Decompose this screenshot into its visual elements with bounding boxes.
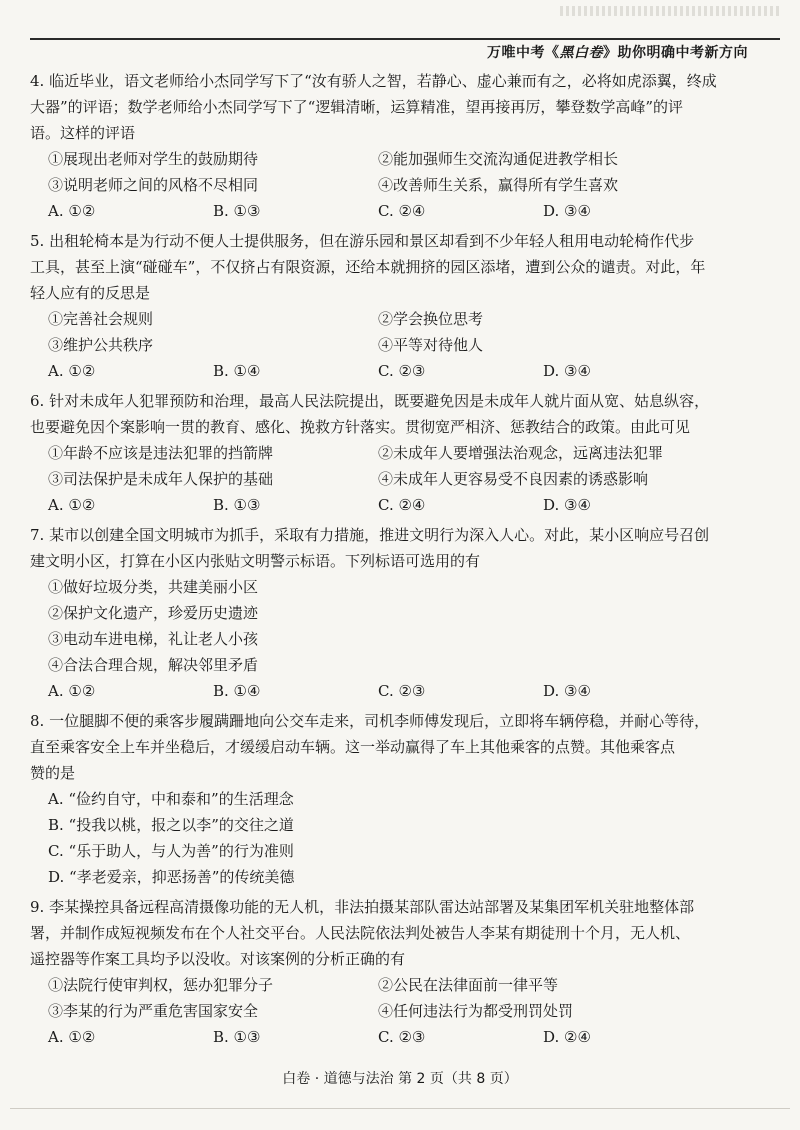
stem-text: 针对未成年人犯罪预防和治理，最高人民法院提出，既要避免因是未成年人就片面从宽、姑息纵容， xyxy=(49,392,710,410)
question-stem-line xyxy=(30,414,775,440)
stem-text: 大器”的评语；数学老师给小杰同学写下了“逻辑清晰，运算精准，望再接再厉，攀登数学高峰”的评 xyxy=(30,98,684,116)
statement-row xyxy=(30,998,775,1024)
answer-option[interactable]: B. ①④ xyxy=(213,682,261,700)
stem-text: 建文明小区，打算在小区内张贴文明警示标语。下列标语可选用的有 xyxy=(30,552,481,570)
answer-options xyxy=(30,492,775,518)
statement: ②能加强师生交流沟通促进教学相长 xyxy=(378,150,619,168)
question-stem-line xyxy=(30,228,775,254)
answer-options xyxy=(30,198,775,224)
page-footer: 白卷 · 道德与法治 第 2 页（共 8 页） xyxy=(282,1071,518,1087)
header-brand: 黑白卷 xyxy=(559,45,603,61)
question-number: 8. xyxy=(30,712,45,730)
question-stem-line xyxy=(30,522,775,548)
answer-option[interactable]: D. ③④ xyxy=(543,362,591,380)
question-number: 7. xyxy=(30,526,45,544)
question-stem-line xyxy=(30,708,775,734)
statement-row xyxy=(30,146,775,172)
page-header xyxy=(487,42,748,62)
statement: ①做好垃圾分类，共建美丽小区 xyxy=(48,578,259,596)
answer-option[interactable]: C. ②③ xyxy=(378,1028,426,1046)
statement: ②公民在法律面前一律平等 xyxy=(378,976,559,994)
question-number: 6. xyxy=(30,392,45,410)
question-stem-line xyxy=(30,734,775,760)
statement: ③说明老师之间的风格不尽相同 xyxy=(48,176,259,194)
stem-text: 某市以创建全国文明城市为抓手，采取有力措施，推进文明行为深入人心。对此，某小区响应号召创 xyxy=(49,526,710,544)
question-number: 9. xyxy=(30,898,45,916)
statement-row xyxy=(30,440,775,466)
statement: ④未成年人更容易受不良因素的诱惑影响 xyxy=(378,470,649,488)
question-7 xyxy=(30,522,775,704)
question-stem-line xyxy=(30,894,775,920)
question-stem-line xyxy=(30,946,775,972)
scan-artifact xyxy=(560,6,780,16)
answer-option[interactable]: D. ②④ xyxy=(543,1028,591,1046)
answer-options xyxy=(30,678,775,704)
question-number: 4. xyxy=(30,72,45,90)
question-4 xyxy=(30,68,775,224)
question-5 xyxy=(30,228,775,384)
statement: ①完善社会规则 xyxy=(48,310,154,328)
statement: ②保护文化遗产，珍爱历史遗迹 xyxy=(48,604,259,622)
answer-option[interactable]: C. ②④ xyxy=(378,496,426,514)
answer-option[interactable]: B. “投我以桃，报之以李”的交往之道 xyxy=(48,816,294,834)
statement: ②学会换位思考 xyxy=(378,310,484,328)
answer-option[interactable]: D. “孝老爱亲，抑恶扬善”的传统美德 xyxy=(48,868,295,886)
questions-list xyxy=(30,68,775,1050)
question-stem-line xyxy=(30,254,775,280)
answer-option[interactable]: D. ③④ xyxy=(543,682,591,700)
statement: ④改善师生关系，赢得所有学生喜欢 xyxy=(378,176,619,194)
answer-option[interactable]: C. ②③ xyxy=(378,682,426,700)
answer-option[interactable]: A. ①② xyxy=(48,1028,96,1046)
answer-options xyxy=(30,358,775,384)
question-8 xyxy=(30,708,775,890)
statement: ③维护公共秩序 xyxy=(48,336,154,354)
answer-option[interactable]: C. ②③ xyxy=(378,362,426,380)
answer-option[interactable]: A. ①② xyxy=(48,202,96,220)
question-stem-line xyxy=(30,280,775,306)
question-stem-line xyxy=(30,120,775,146)
stem-text: 赞的是 xyxy=(30,764,76,782)
stem-text: 工具，甚至上演“碰碰车”，不仅挤占有限资源，还给本就拥挤的园区添堵，遭到公众的谴责。对此，年 xyxy=(30,258,706,276)
statement: ③电动车进电梯，礼让老人小孩 xyxy=(48,630,259,648)
statement-row xyxy=(30,306,775,332)
question-6 xyxy=(30,388,775,518)
statement: ①年龄不应该是违法犯罪的挡箭牌 xyxy=(48,444,274,462)
answer-option[interactable]: A. “俭约自守，中和泰和”的生活理念 xyxy=(48,790,294,808)
answer-option[interactable]: C. “乐于助人，与人为善”的行为准则 xyxy=(48,842,294,860)
statement: ①展现出老师对学生的鼓励期待 xyxy=(48,150,259,168)
answer-option[interactable]: A. ①② xyxy=(48,362,96,380)
answer-option[interactable]: B. ①③ xyxy=(213,496,261,514)
answer-option[interactable]: D. ③④ xyxy=(543,496,591,514)
answer-option[interactable]: A. ①② xyxy=(48,496,96,514)
stem-text: 临近毕业，语文老师给小杰同学写下了“汝有骄人之智，若静心、虚心兼而有之，必将如虎添翼，终成 xyxy=(49,72,717,90)
stem-text: 轻人应有的反思是 xyxy=(30,284,151,302)
stem-text: 出租轮椅本是为行动不便人士提供服务，但在游乐园和景区却看到不少年轻人租用电动轮椅作代步 xyxy=(49,232,695,250)
question-9 xyxy=(30,894,775,1050)
stem-text: 也要避免因个案影响一贯的教育、感化、挽救方针落实。贯彻宽严相济、惩教结合的政策。由此可见 xyxy=(30,418,691,436)
answer-options xyxy=(30,1024,775,1050)
stem-text: 语。这样的评语 xyxy=(30,124,136,142)
statement: ③司法保护是未成年人保护的基础 xyxy=(48,470,274,488)
header-rule xyxy=(30,38,780,40)
stem-text: 遥控器等作案工具均予以没收。对该案例的分析正确的有 xyxy=(30,950,406,968)
question-stem-line xyxy=(30,920,775,946)
answer-option[interactable]: D. ③④ xyxy=(543,202,591,220)
answer-option[interactable]: A. ①② xyxy=(48,682,96,700)
header-prefix: 万唯中考《 xyxy=(487,45,560,61)
answer-option[interactable]: C. ②④ xyxy=(378,202,426,220)
statement: ④平等对待他人 xyxy=(378,336,484,354)
statement: ④任何违法行为都受刑罚处罚 xyxy=(378,1002,574,1020)
stem-text: 署，并制作成短视频发布在个人社交平台。人民法院依法判处被告人李某有期徒刑十个月，无人机、 xyxy=(30,924,691,942)
header-suffix: 》助你明确中考新方向 xyxy=(603,45,748,61)
question-stem-line xyxy=(30,388,775,414)
answer-option[interactable]: B. ①③ xyxy=(213,202,261,220)
question-stem-line xyxy=(30,548,775,574)
answer-option[interactable]: B. ①④ xyxy=(213,362,261,380)
scan-artifact-bottom xyxy=(10,1108,790,1115)
statement: ②未成年人要增强法治观念，远离违法犯罪 xyxy=(378,444,664,462)
statement: ①法院行使审判权，惩办犯罪分子 xyxy=(48,976,274,994)
statement-row xyxy=(30,972,775,998)
question-number: 5. xyxy=(30,232,45,250)
question-stem-line xyxy=(30,68,775,94)
stem-text: 一位腿脚不便的乘客步履蹒跚地向公交车走来，司机李师傅发现后，立即将车辆停稳，并耐心等待， xyxy=(49,712,710,730)
statement-row xyxy=(30,172,775,198)
statement: ③李某的行为严重危害国家安全 xyxy=(48,1002,259,1020)
statement-row xyxy=(30,332,775,358)
answer-option[interactable]: B. ①③ xyxy=(213,1028,261,1046)
statement-row xyxy=(30,466,775,492)
stem-text: 直至乘客安全上车并坐稳后，才缓缓启动车辆。这一举动赢得了车上其他乘客的点赞。其他乘客点 xyxy=(30,738,676,756)
stem-text: 李某操控具备远程高清摄像功能的无人机，非法拍摄某部队雷达站部署及某集团军机关驻地整体部 xyxy=(49,898,695,916)
question-stem-line xyxy=(30,94,775,120)
statement: ④合法合理合规，解决邻里矛盾 xyxy=(48,656,259,674)
question-stem-line xyxy=(30,760,775,786)
